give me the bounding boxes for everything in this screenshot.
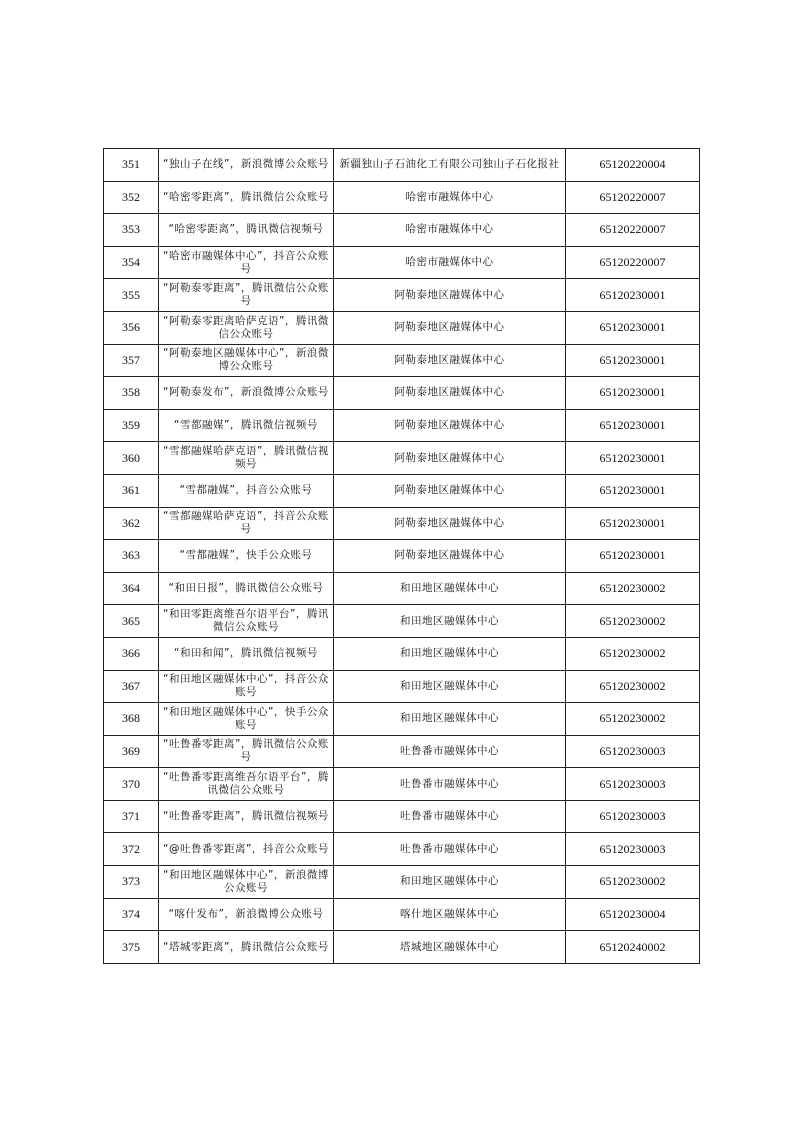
filing-code-cell: 65120220007 <box>566 214 700 247</box>
row-number-cell: 374 <box>104 898 159 931</box>
account-name-cell: “阿勒泰零距离”，腾讯微信公众账号 <box>159 279 334 312</box>
row-number-cell: 366 <box>104 637 159 670</box>
registry-table <box>103 148 700 964</box>
table-row <box>104 311 700 344</box>
row-number-cell: 373 <box>104 866 159 899</box>
account-name-cell: “雪都融媒”，抖音公众账号 <box>159 474 334 507</box>
table-row <box>104 735 700 768</box>
row-number-cell: 371 <box>104 800 159 833</box>
operating-organization-cell: 和田地区融媒体中心 <box>334 637 566 670</box>
row-number-cell: 363 <box>104 540 159 573</box>
filing-code-cell: 65120230001 <box>566 279 700 312</box>
table-row <box>104 540 700 573</box>
account-name-cell: “和田地区融媒体中心”，抖音公众账号 <box>159 670 334 703</box>
operating-organization-cell: 新疆独山子石油化工有限公司独山子石化报社 <box>334 149 566 182</box>
filing-code-cell: 65120230003 <box>566 833 700 866</box>
account-name-cell: “雪都融媒哈萨克语”，抖音公众账号 <box>159 507 334 540</box>
account-name-cell: “和田地区融媒体中心”，快手公众账号 <box>159 703 334 736</box>
table-row <box>104 344 700 377</box>
filing-code-cell: 65120230003 <box>566 768 700 801</box>
row-number-cell: 375 <box>104 931 159 964</box>
operating-organization-cell: 阿勒泰地区融媒体中心 <box>334 474 566 507</box>
account-name-cell: “哈密零距离”，腾讯微信公众账号 <box>159 181 334 214</box>
operating-organization-cell: 阿勒泰地区融媒体中心 <box>334 409 566 442</box>
operating-organization-cell: 吐鲁番市融媒体中心 <box>334 833 566 866</box>
row-number-cell: 367 <box>104 670 159 703</box>
operating-organization-cell: 阿勒泰地区融媒体中心 <box>334 540 566 573</box>
filing-code-cell: 65120230003 <box>566 800 700 833</box>
table-row <box>104 409 700 442</box>
account-name-cell: “和田日报”，腾讯微信公众账号 <box>159 572 334 605</box>
registry-table-body <box>104 149 700 964</box>
table-row <box>104 442 700 475</box>
filing-code-cell: 65120230001 <box>566 311 700 344</box>
row-number-cell: 355 <box>104 279 159 312</box>
operating-organization-cell: 和田地区融媒体中心 <box>334 703 566 736</box>
filing-code-cell: 65120220004 <box>566 149 700 182</box>
account-name-cell: “和田零距离维吾尔语平台”，腾讯微信公众账号 <box>159 605 334 638</box>
account-name-cell: “阿勒泰地区融媒体中心”，新浪微博公众账号 <box>159 344 334 377</box>
operating-organization-cell: 和田地区融媒体中心 <box>334 866 566 899</box>
account-name-cell: “阿勒泰发布”，新浪微博公众账号 <box>159 377 334 410</box>
account-name-cell: “阿勒泰零距离哈萨克语”，腾讯微信公众账号 <box>159 311 334 344</box>
table-row <box>104 507 700 540</box>
table-row <box>104 637 700 670</box>
table-row <box>104 866 700 899</box>
account-name-cell: “雪都融媒”，快手公众账号 <box>159 540 334 573</box>
row-number-cell: 351 <box>104 149 159 182</box>
table-row <box>104 377 700 410</box>
filing-code-cell: 65120230002 <box>566 605 700 638</box>
row-number-cell: 369 <box>104 735 159 768</box>
operating-organization-cell: 和田地区融媒体中心 <box>334 572 566 605</box>
table-row <box>104 898 700 931</box>
operating-organization-cell: 哈密市融媒体中心 <box>334 181 566 214</box>
operating-organization-cell: 阿勒泰地区融媒体中心 <box>334 377 566 410</box>
table-row <box>104 931 700 964</box>
operating-organization-cell: 哈密市融媒体中心 <box>334 214 566 247</box>
operating-organization-cell: 塔城地区融媒体中心 <box>334 931 566 964</box>
filing-code-cell: 65120240002 <box>566 931 700 964</box>
table-row <box>104 768 700 801</box>
account-name-cell: “塔城零距离”，腾讯微信公众账号 <box>159 931 334 964</box>
account-name-cell: “和田地区融媒体中心”，新浪微博公众账号 <box>159 866 334 899</box>
filing-code-cell: 65120220007 <box>566 246 700 279</box>
filing-code-cell: 65120230001 <box>566 442 700 475</box>
operating-organization-cell: 和田地区融媒体中心 <box>334 605 566 638</box>
filing-code-cell: 65120230002 <box>566 670 700 703</box>
row-number-cell: 362 <box>104 507 159 540</box>
account-name-cell: “雪都融媒哈萨克语”，腾讯微信视频号 <box>159 442 334 475</box>
operating-organization-cell: 吐鲁番市融媒体中心 <box>334 735 566 768</box>
row-number-cell: 361 <box>104 474 159 507</box>
operating-organization-cell: 阿勒泰地区融媒体中心 <box>334 311 566 344</box>
account-name-cell: “和田和闻”，腾讯微信视频号 <box>159 637 334 670</box>
filing-code-cell: 65120230003 <box>566 735 700 768</box>
row-number-cell: 365 <box>104 605 159 638</box>
row-number-cell: 370 <box>104 768 159 801</box>
account-name-cell: “@吐鲁番零距离”，抖音公众账号 <box>159 833 334 866</box>
operating-organization-cell: 哈密市融媒体中心 <box>334 246 566 279</box>
filing-code-cell: 65120230001 <box>566 474 700 507</box>
table-row <box>104 800 700 833</box>
account-name-cell: “吐鲁番零距离”，腾讯微信公众账号 <box>159 735 334 768</box>
table-row <box>104 181 700 214</box>
table-row <box>104 279 700 312</box>
table-row <box>104 572 700 605</box>
table-row <box>104 605 700 638</box>
row-number-cell: 360 <box>104 442 159 475</box>
operating-organization-cell: 喀什地区融媒体中心 <box>334 898 566 931</box>
row-number-cell: 357 <box>104 344 159 377</box>
row-number-cell: 364 <box>104 572 159 605</box>
account-name-cell: “雪都融媒”，腾讯微信视频号 <box>159 409 334 442</box>
table-row <box>104 246 700 279</box>
operating-organization-cell: 阿勒泰地区融媒体中心 <box>334 344 566 377</box>
account-name-cell: “吐鲁番零距离”，腾讯微信视频号 <box>159 800 334 833</box>
operating-organization-cell: 吐鲁番市融媒体中心 <box>334 800 566 833</box>
filing-code-cell: 65120230001 <box>566 377 700 410</box>
row-number-cell: 356 <box>104 311 159 344</box>
table-row <box>104 214 700 247</box>
row-number-cell: 354 <box>104 246 159 279</box>
operating-organization-cell: 阿勒泰地区融媒体中心 <box>334 442 566 475</box>
row-number-cell: 358 <box>104 377 159 410</box>
filing-code-cell: 65120230002 <box>566 866 700 899</box>
filing-code-cell: 65120230001 <box>566 344 700 377</box>
filing-code-cell: 65120230001 <box>566 507 700 540</box>
operating-organization-cell: 阿勒泰地区融媒体中心 <box>334 507 566 540</box>
account-name-cell: “喀什发布”，新浪微博公众账号 <box>159 898 334 931</box>
filing-code-cell: 65120230002 <box>566 637 700 670</box>
filing-code-cell: 65120230002 <box>566 703 700 736</box>
filing-code-cell: 65120230002 <box>566 572 700 605</box>
account-name-cell: “独山子在线”，新浪微博公众账号 <box>159 149 334 182</box>
row-number-cell: 368 <box>104 703 159 736</box>
account-name-cell: “哈密零距离”，腾讯微信视频号 <box>159 214 334 247</box>
filing-code-cell: 65120220007 <box>566 181 700 214</box>
row-number-cell: 359 <box>104 409 159 442</box>
account-name-cell: “吐鲁番零距离维吾尔语平台”，腾讯微信公众账号 <box>159 768 334 801</box>
table-row <box>104 833 700 866</box>
filing-code-cell: 65120230001 <box>566 540 700 573</box>
filing-code-cell: 65120230001 <box>566 409 700 442</box>
account-name-cell: “哈密市融媒体中心”，抖音公众账号 <box>159 246 334 279</box>
row-number-cell: 353 <box>104 214 159 247</box>
row-number-cell: 372 <box>104 833 159 866</box>
table-row <box>104 149 700 182</box>
filing-code-cell: 65120230004 <box>566 898 700 931</box>
operating-organization-cell: 吐鲁番市融媒体中心 <box>334 768 566 801</box>
table-row <box>104 670 700 703</box>
operating-organization-cell: 阿勒泰地区融媒体中心 <box>334 279 566 312</box>
table-row <box>104 703 700 736</box>
operating-organization-cell: 和田地区融媒体中心 <box>334 670 566 703</box>
row-number-cell: 352 <box>104 181 159 214</box>
table-row <box>104 474 700 507</box>
